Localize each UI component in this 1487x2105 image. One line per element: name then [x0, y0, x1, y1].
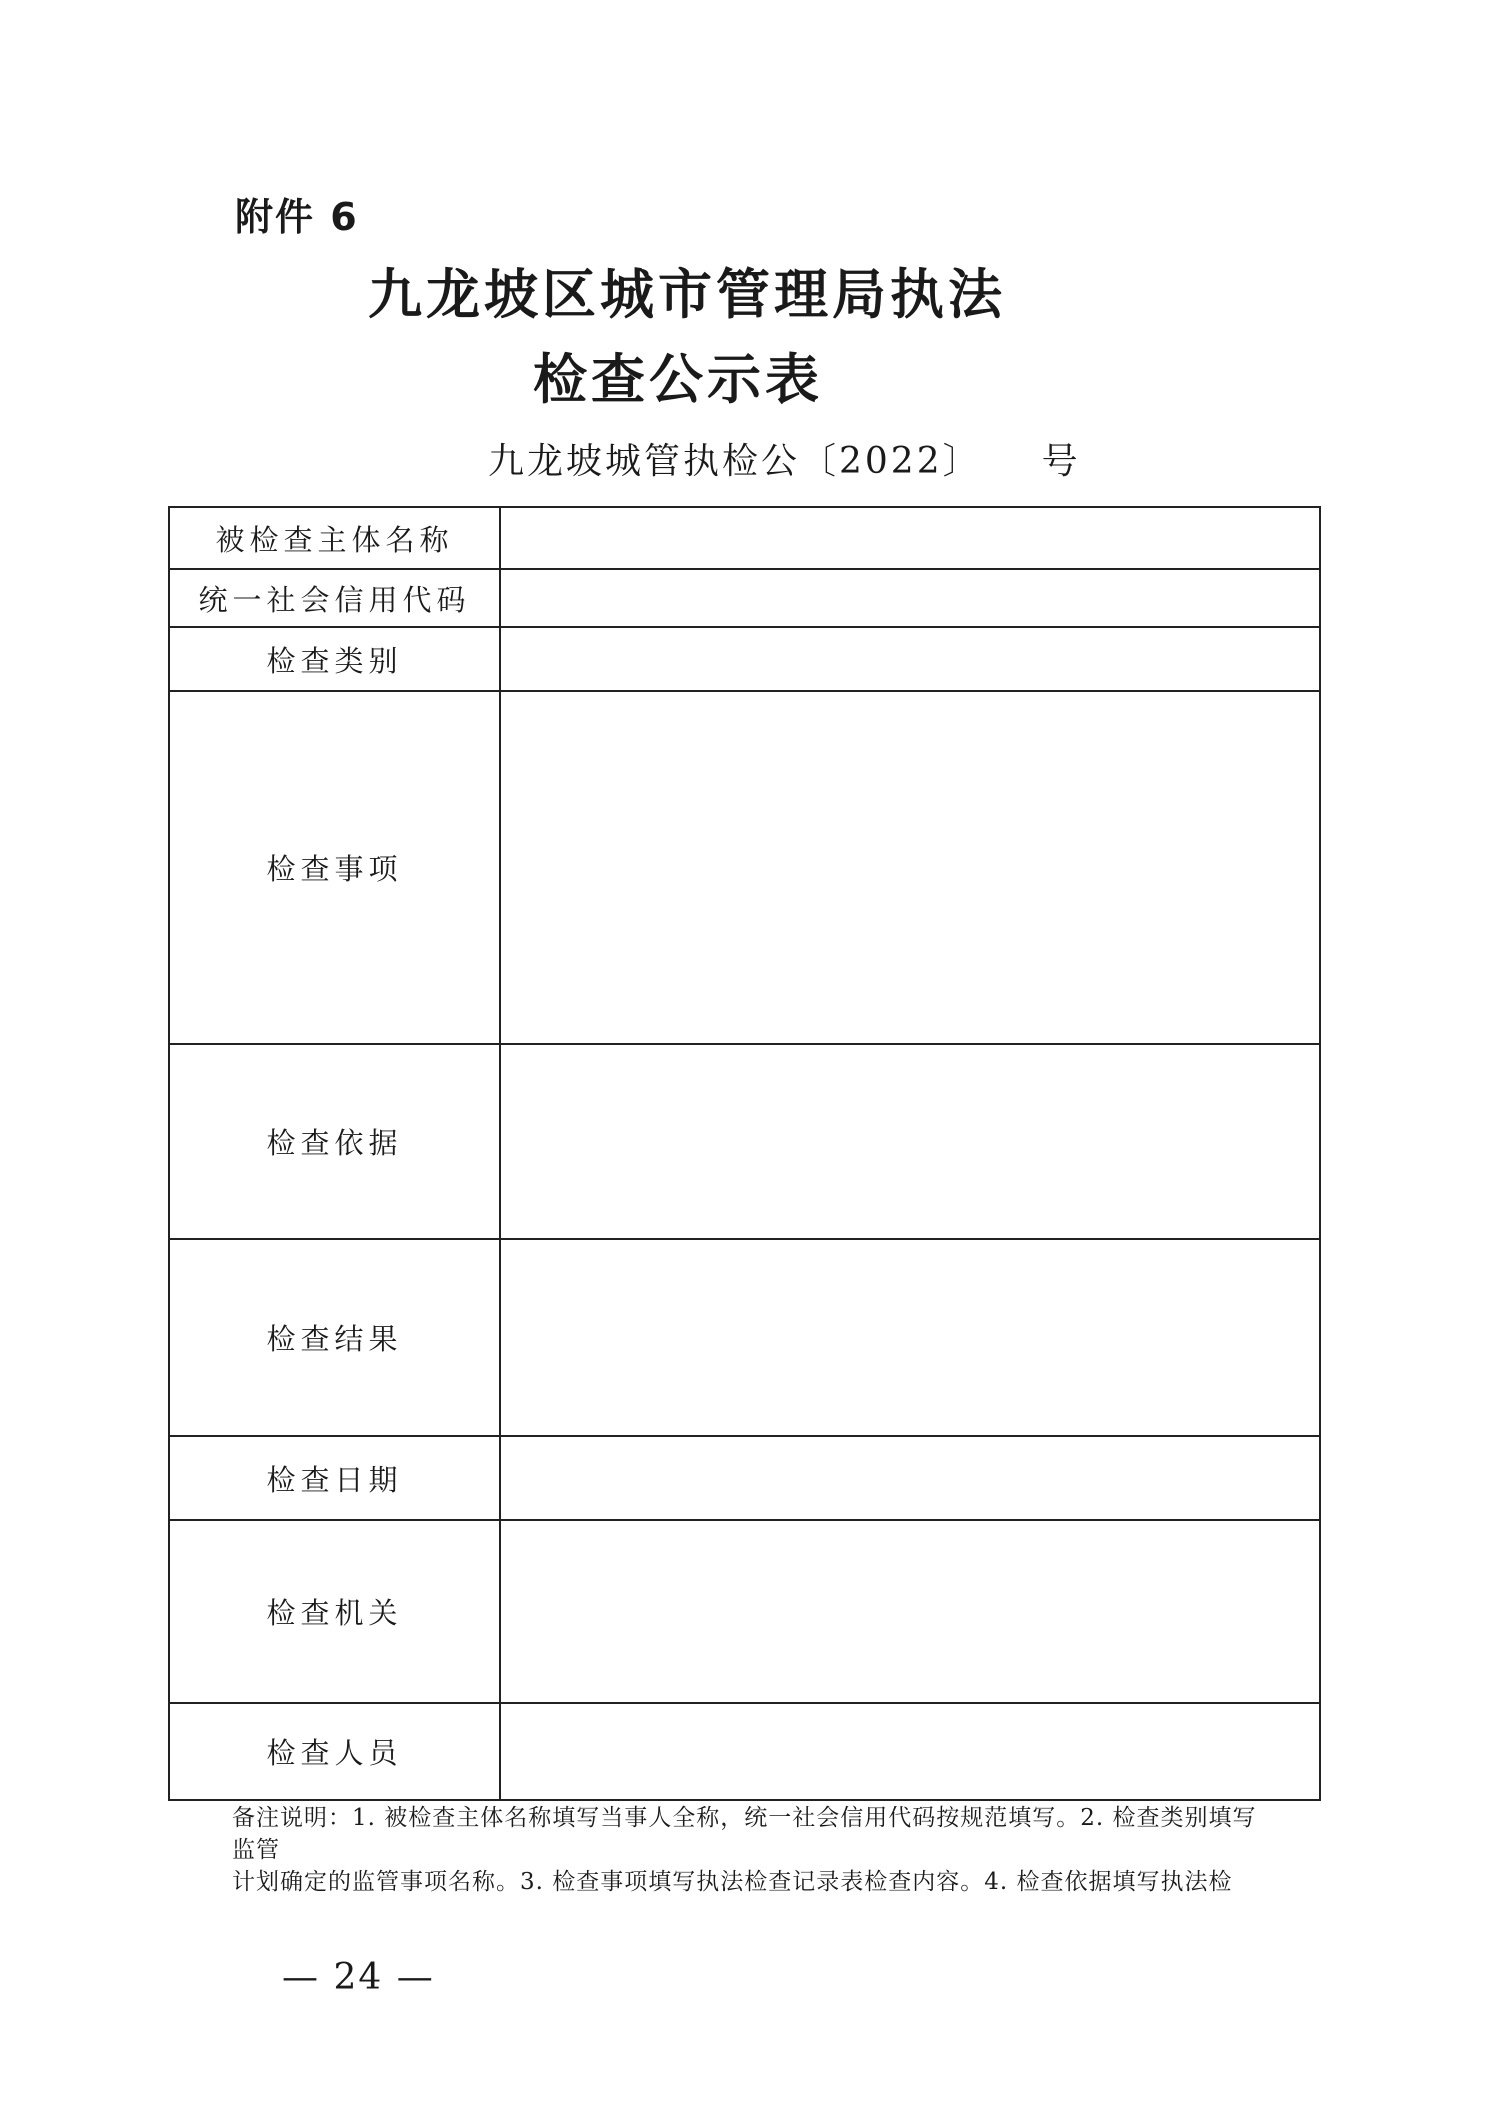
page-number: — 24 —	[282, 1957, 435, 1998]
label-inspection-category: 检查类别	[169, 627, 500, 691]
document-title-line-2: 检查公示表	[533, 347, 823, 411]
value-inspection-date	[500, 1436, 1320, 1520]
table-row	[169, 507, 1320, 569]
document-title-line-1: 九龙坡区城市管理局执法	[368, 262, 1006, 326]
document-number-suffix: 号	[1041, 441, 1081, 482]
label-inspection-items: 检查事项	[169, 691, 500, 1044]
table-row	[169, 569, 1320, 627]
attachment-label: 附件 6	[235, 195, 359, 239]
value-inspection-basis	[500, 1044, 1320, 1239]
table-row	[169, 691, 1320, 1044]
document-number	[488, 433, 1081, 484]
label-inspection-basis: 检查依据	[169, 1044, 500, 1239]
remarks-line-1: 备注说明：1. 被检查主体名称填写当事人全称，统一社会信用代码按规范填写。2. 检查类别填写监管	[232, 1805, 1257, 1863]
table-row	[169, 627, 1320, 691]
document-number-prefix: 九龙坡城管执检公〔2022〕	[488, 441, 982, 482]
remarks-line-2: 计划确定的监管事项名称。3. 检查事项填写执法检查记录表检查内容。4. 检查依据填写执法检	[232, 1869, 1233, 1895]
table-row	[169, 1520, 1320, 1703]
label-inspection-personnel: 检查人员	[169, 1703, 500, 1800]
value-credit-code	[500, 569, 1320, 627]
table-row	[169, 1703, 1320, 1800]
value-inspection-authority	[500, 1520, 1320, 1703]
label-inspected-entity-name: 被检查主体名称	[169, 507, 500, 569]
table-row	[169, 1044, 1320, 1239]
table-row	[169, 1239, 1320, 1436]
label-inspection-date: 检查日期	[169, 1436, 500, 1520]
value-inspection-result	[500, 1239, 1320, 1436]
value-inspected-entity-name	[500, 507, 1320, 569]
table-row	[169, 1436, 1320, 1520]
label-inspection-result: 检查结果	[169, 1239, 500, 1436]
label-inspection-authority: 检查机关	[169, 1520, 500, 1703]
label-credit-code: 统一社会信用代码	[169, 569, 500, 627]
value-inspection-category	[500, 627, 1320, 691]
value-inspection-items	[500, 691, 1320, 1044]
inspection-form-table	[168, 506, 1321, 1801]
value-inspection-personnel	[500, 1703, 1320, 1800]
remarks-note	[232, 1802, 1272, 1898]
